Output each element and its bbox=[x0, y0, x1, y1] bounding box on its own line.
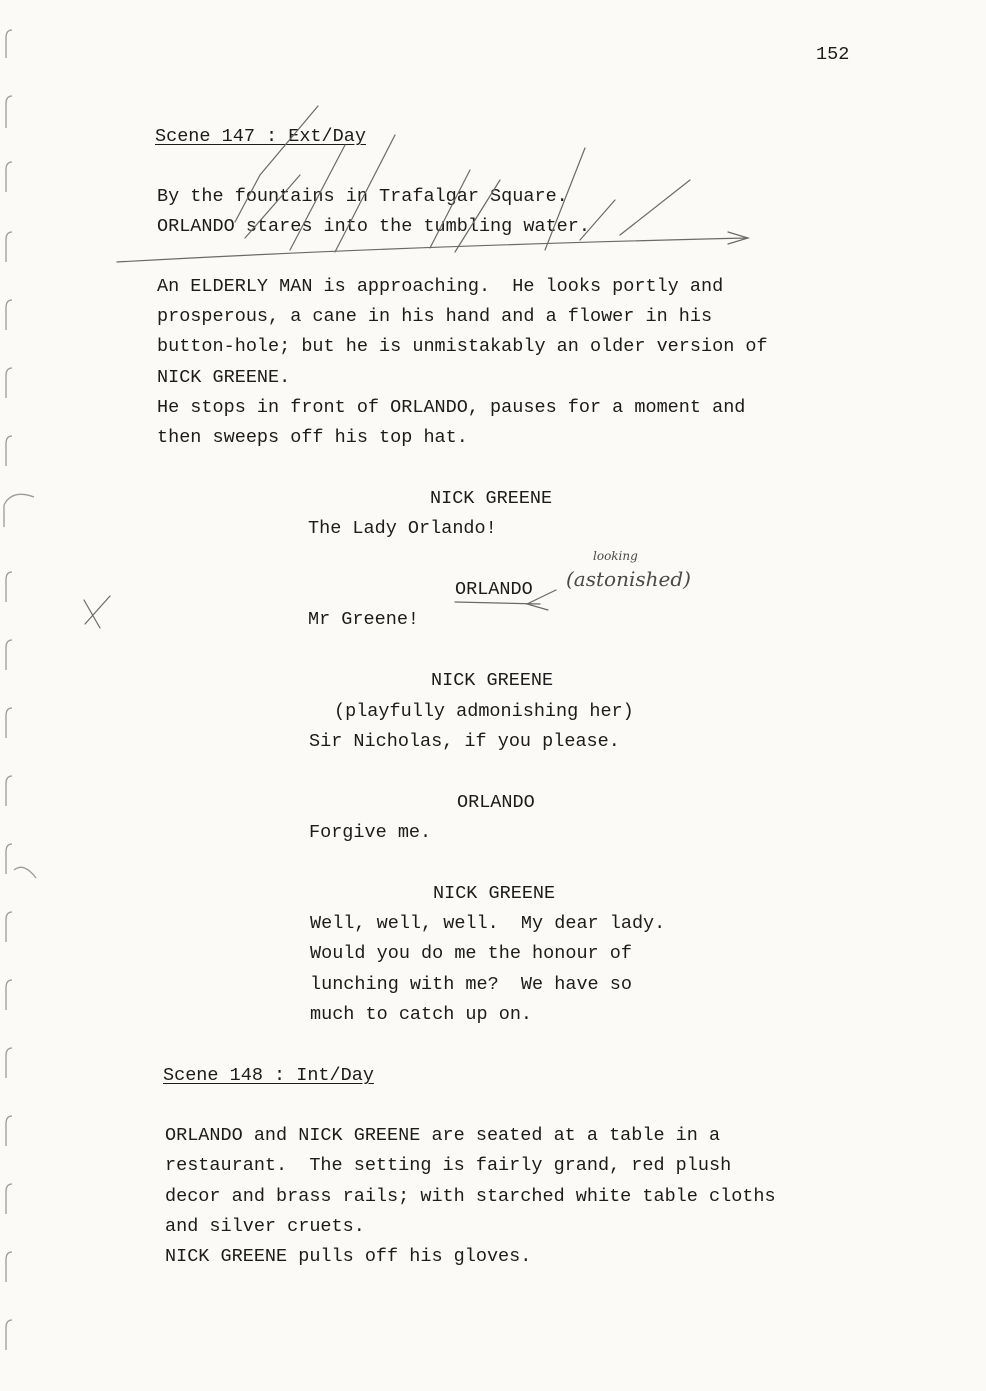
page-number: 152 bbox=[816, 44, 850, 65]
character-name: NICK GREENE bbox=[431, 670, 554, 691]
deletion-arrow bbox=[728, 232, 748, 244]
handwritten-note: (astonished) bbox=[566, 567, 691, 591]
binding-holes bbox=[0, 0, 40, 1391]
action-line: ORLANDO and NICK GREENE are seated at a table in a bbox=[165, 1125, 721, 1146]
action-line: then sweeps off his top hat. bbox=[157, 427, 468, 448]
character-name: NICK GREENE bbox=[433, 883, 556, 904]
action-line: decor and brass rails; with starched white table cloths bbox=[165, 1186, 776, 1207]
margin-cross-icon bbox=[84, 596, 110, 628]
dialogue-line: Forgive me. bbox=[309, 822, 432, 843]
dialogue-line: lunching with me? We have so bbox=[310, 974, 632, 995]
action-line: NICK GREENE. bbox=[157, 367, 291, 388]
parenthetical: (playfully admonishing her) bbox=[334, 701, 634, 722]
action-line: NICK GREENE pulls off his gloves. bbox=[165, 1246, 532, 1267]
action-line: prosperous, a cane in his hand and a flower in his bbox=[157, 306, 713, 327]
dialogue-line: Sir Nicholas, if you please. bbox=[309, 731, 620, 752]
handwritten-note-above: looking bbox=[593, 549, 638, 563]
action-line: button-hole; but he is unmistakably an older version of bbox=[157, 336, 768, 357]
action-line: and silver cruets. bbox=[165, 1216, 365, 1237]
dialogue-line: Would you do me the honour of bbox=[310, 943, 632, 964]
dialogue-line: Mr Greene! bbox=[308, 609, 420, 630]
scene-heading: Scene 148 : Int/Day bbox=[163, 1065, 374, 1086]
action-line: restaurant. The setting is fairly grand, red plush bbox=[165, 1155, 732, 1176]
strikethrough-slash bbox=[620, 180, 690, 235]
action-line: An ELDERLY MAN is approaching. He looks portly and bbox=[157, 276, 724, 297]
dialogue-line: The Lady Orlando! bbox=[308, 518, 497, 539]
action-line: He stops in front of ORLANDO, pauses for a moment and bbox=[157, 397, 746, 418]
character-name: NICK GREENE bbox=[430, 488, 553, 509]
setting-line: By the fountains in Trafalgar Square. bbox=[157, 186, 568, 207]
setting-line: ORLANDO stares into the tumbling water. bbox=[157, 216, 590, 237]
scene-heading: Scene 147 : Ext/Day bbox=[155, 126, 366, 147]
character-name: ORLANDO bbox=[455, 579, 533, 600]
character-name: ORLANDO bbox=[457, 792, 535, 813]
dialogue-line: Well, well, well. My dear lady. bbox=[310, 913, 666, 934]
dialogue-line: much to catch up on. bbox=[310, 1004, 533, 1025]
